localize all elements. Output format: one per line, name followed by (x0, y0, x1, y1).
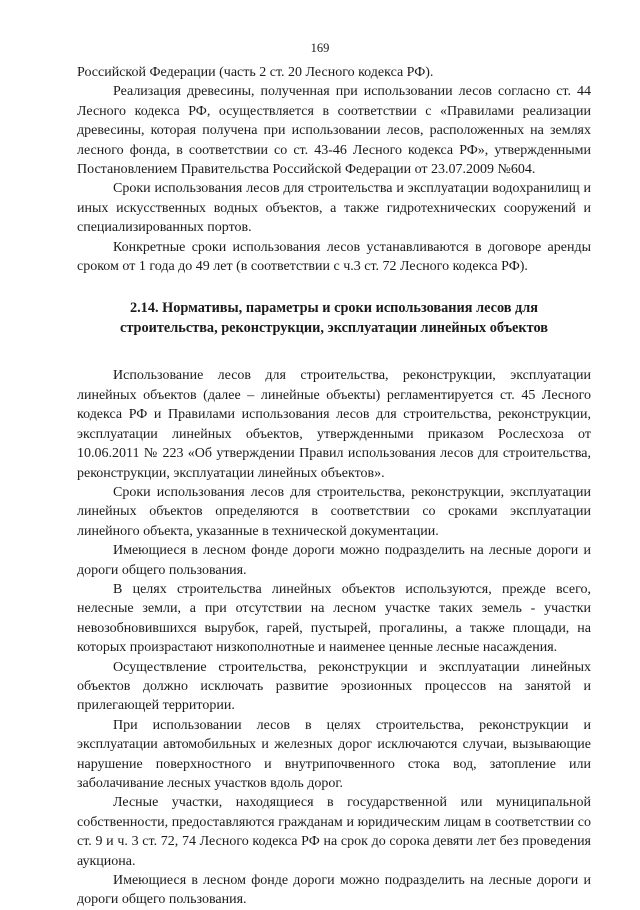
section-heading: 2.14. Нормативы, параметры и сроки использования лесов для строительства, реконструкции, эксплуатации линейных объектов (120, 300, 548, 336)
paragraph: Российской Федерации (часть 2 ст. 20 Лесного кодекса РФ). (77, 65, 434, 80)
paragraph: Реализация древесины, полученная при использовании лесов согласно ст. 44 Лесного кодекса РФ, осуществляется в соответствии с «Правилами реализации древесины, которая получена при использовании лесов, расположенных на землях лесного фонда, в соответствии со ст. 43-46 Лесного кодекса РФ», утвержденными Постановлением Правительства Российской Федерации от 23.07.2009 №604. (77, 84, 591, 178)
document-body (77, 63, 591, 910)
page-number: 169 (310, 41, 330, 55)
paragraph: Сроки использования лесов для строительства и эксплуатации водохранилищ и иных искусственных водных объектов, а также гидротехнических сооружений и специализированных портов. (77, 181, 591, 236)
paragraph: Использование лесов для строительства, реконструкции, эксплуатации линейных объектов (далее – линейные объекты) регламентируется ст. 45 Лесного кодекса РФ и Правилами использования лесов для строительства, реконструкции, эксплуатации линейных объектов, утвержденными приказом Рослесхоза от 10.06.2011 № 223 «Об утверждении Правил использования лесов для строительства, реконструкции, эксплуатации линейных объектов». (77, 368, 591, 481)
paragraph: Осуществление строительства, реконструкции и эксплуатации линейных объектов должно исключать развитие эрозионных процессов на занятой и прилегающей территории. (77, 659, 591, 714)
paragraph: Лесные участки, находящиеся в государственной или муниципальной собственности, предоставляются гражданам и юридическим лицам в соответствии со ст. 9 и ч. 3 ст. 72, 74 Лесного кодекса РФ на срок до сорока девяти лет без проведения аукциона. (77, 795, 591, 869)
paragraph: В целях строительства линейных объектов используются, прежде всего, нелесные земли, а при отсутствии на лесном участке таких земель - участки невозобновившихся вырубок, гарей, пустырей, прогалины, а также площади, на которых произрастают низкополнотные и наименее ценные лесные насаждения. (77, 581, 591, 656)
paragraph: Конкретные сроки использования лесов устанавливаются в договоре аренды сроком от 1 года до 49 лет (в соответствии с ч.3 ст. 72 Лесного кодекса РФ). (77, 239, 591, 275)
paragraph: При использовании лесов в целях строительства, реконструкции и эксплуатации автомобильных и железных дорог исключаются случаи, вызывающие нарушение поверхностного и внутрипочвенного стока вод, затопление или заболачивание лесных участков вдоль дорог. (77, 717, 591, 791)
paragraph: Имеющиеся в лесном фонде дороги можно подразделить на лесные дороги и дороги общего пользования. (77, 873, 591, 908)
paragraph: Сроки использования лесов для строительства, реконструкции, эксплуатации линейных объектов определяются в соответствии со сроками эксплуатации линейного объекта, указанные в технической документации. (77, 484, 591, 539)
paragraph: Имеющиеся в лесном фонде дороги можно подразделить на лесные дороги и дороги общего пользования. (77, 543, 591, 578)
